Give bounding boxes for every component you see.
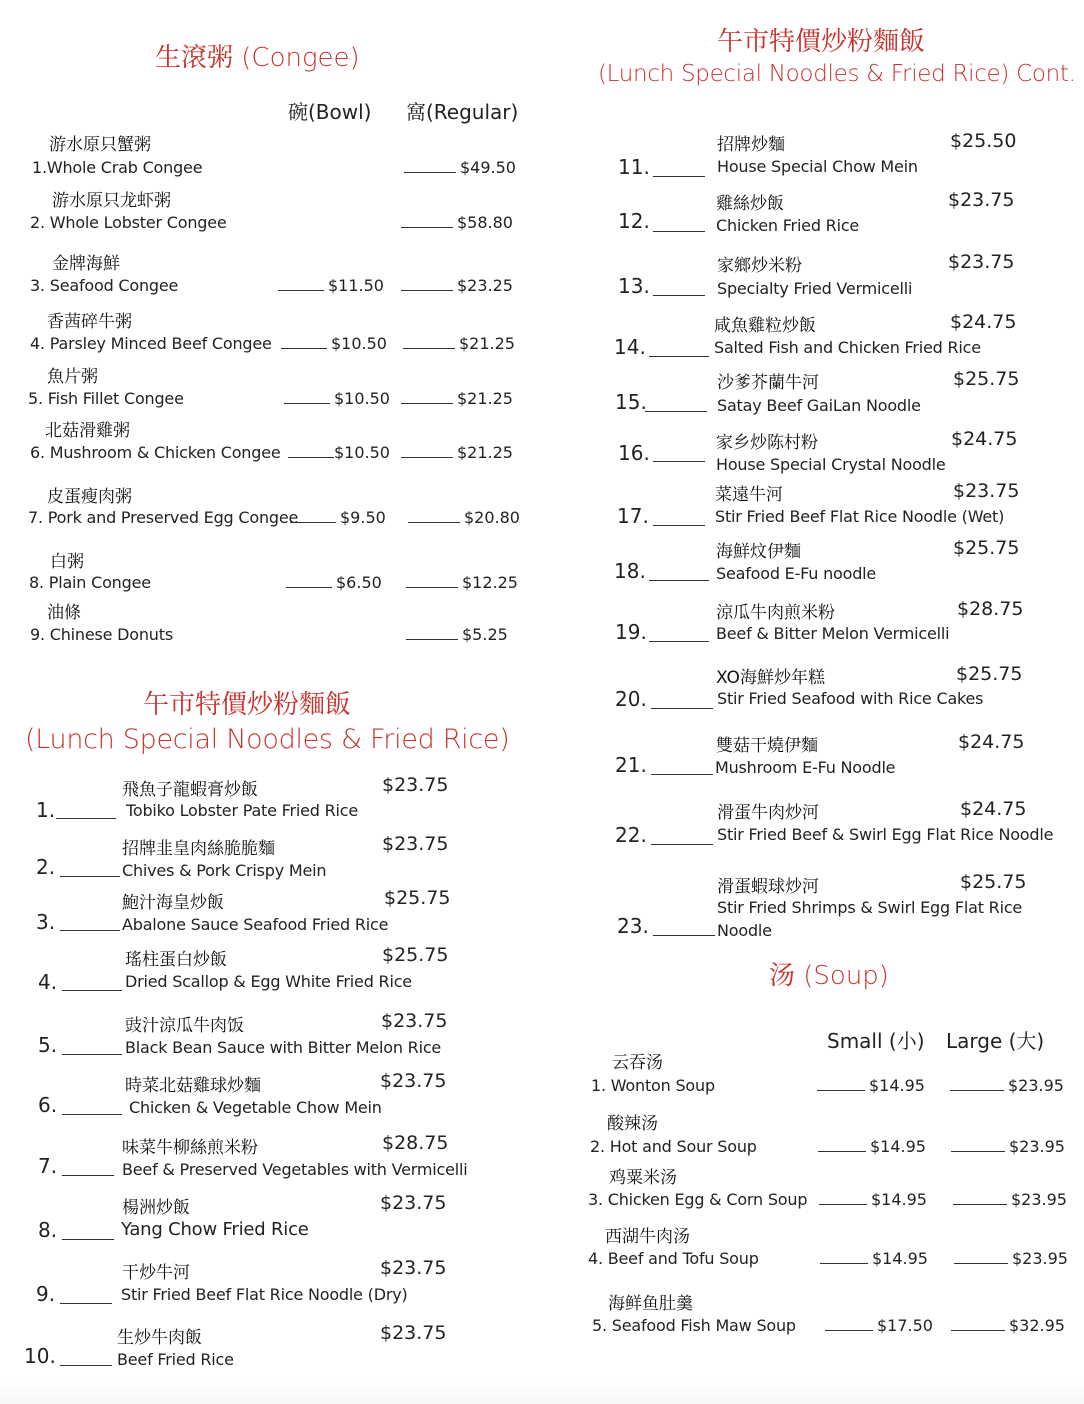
- congee-regular-price[interactable]: $12.25: [406, 573, 518, 592]
- soup-item-zh: 海鲜鱼肚羹: [608, 1294, 693, 1314]
- soup-large-price[interactable]: $23.95: [950, 1076, 1064, 1095]
- congee-item-en: 7. Pork and Preserved Egg Congee: [28, 508, 299, 527]
- quantity-blank[interactable]: [649, 641, 709, 642]
- soup-item-en: 2. Hot and Sour Soup: [590, 1137, 757, 1156]
- lunch-item-number: 9.: [36, 1282, 56, 1306]
- quantity-blank[interactable]: [56, 818, 116, 819]
- lunch-item-number: 23.: [617, 914, 649, 938]
- lunch-item-en: Tobiko Lobster Pate Fried Rice: [126, 801, 359, 820]
- quantity-blank[interactable]: [62, 1239, 114, 1240]
- lunch-item-number: 22.: [615, 823, 647, 847]
- lunch-item-price: $23.75: [380, 1070, 447, 1092]
- lunch-item-number: 7.: [38, 1154, 58, 1178]
- lunch-item-number: 1.: [36, 798, 56, 822]
- quantity-blank[interactable]: [401, 402, 453, 404]
- congee-regular-price[interactable]: $49.50: [404, 158, 516, 177]
- col-header-regular: 窩(Regular): [406, 100, 519, 124]
- quantity-blank[interactable]: [651, 708, 713, 709]
- lunch-item-en: Specialty Fried Vermicelli: [717, 279, 913, 298]
- congee-item-zh: 魚片粥: [47, 367, 98, 387]
- congee-regular-price[interactable]: $23.25: [401, 276, 513, 295]
- soup-item-zh: 酸辣汤: [607, 1114, 658, 1134]
- lunch-item-price: $28.75: [957, 598, 1024, 620]
- lunch-item-zh: 干炒牛河: [122, 1263, 190, 1283]
- congee-bowl-price[interactable]: $9.50: [290, 508, 386, 527]
- lunch-item-en: Beef & Bitter Melon Vermicelli: [716, 624, 950, 643]
- soup-small-price[interactable]: $14.95: [820, 1249, 928, 1268]
- quantity-blank[interactable]: [653, 231, 705, 232]
- lunch-item-en: Beef Fried Rice: [117, 1350, 234, 1369]
- lunch-item-price: $23.75: [382, 833, 449, 855]
- quantity-blank[interactable]: [278, 289, 324, 291]
- lunch-item-en: Stir Fried Beef Flat Rice Noodle (Dry): [121, 1285, 408, 1304]
- quantity-blank[interactable]: [62, 990, 122, 991]
- congee-bowl-price[interactable]: $6.50: [286, 573, 382, 592]
- lunch-item-en: Beef & Preserved Vegetables with Vermicelli: [122, 1160, 468, 1179]
- lunch-item-en: Chicken & Vegetable Chow Mein: [129, 1098, 382, 1117]
- lunch-item-price: $23.75: [948, 251, 1015, 273]
- lunch-title-zh: 午市特價炒粉麵飯: [143, 690, 352, 720]
- lunch-item-zh: 滑蛋牛肉炒河: [717, 803, 819, 823]
- lunch-item-en: House Special Chow Mein: [717, 157, 918, 176]
- lunch-item-zh: 涼瓜牛肉煎米粉: [716, 603, 835, 623]
- col-header-small: Small (小): [827, 1029, 925, 1053]
- quantity-blank[interactable]: [408, 521, 460, 523]
- soup-item-zh: 鸡粟米汤: [609, 1168, 677, 1188]
- lunch-item-zh: 味菜牛柳絲煎米粉: [122, 1138, 258, 1158]
- quantity-blank[interactable]: [653, 935, 715, 936]
- soup-title: 汤 (Soup): [769, 961, 889, 991]
- quantity-blank[interactable]: [651, 844, 713, 845]
- quantity-blank[interactable]: [951, 1329, 1005, 1331]
- congee-item-en: 1.Whole Crab Congee: [32, 158, 203, 177]
- col-header-bowl: 碗(Bowl): [288, 100, 372, 124]
- lunch-item-number: 8.: [38, 1218, 58, 1242]
- congee-item-en: 9. Chinese Donuts: [30, 625, 173, 644]
- quantity-blank[interactable]: [288, 456, 334, 458]
- congee-item-en: 4. Parsley Minced Beef Congee: [30, 334, 272, 353]
- lunch-item-price: $24.75: [958, 731, 1025, 753]
- congee-item-en: 5. Fish Fillet Congee: [28, 389, 184, 408]
- lunch-item-number: 16.: [618, 441, 650, 465]
- lunch-item-price: $25.75: [382, 944, 449, 966]
- congee-regular-price[interactable]: $21.25: [403, 334, 515, 353]
- lunch-item-number: 15.: [615, 390, 647, 414]
- quantity-blank[interactable]: [406, 638, 458, 640]
- congee-regular-price[interactable]: $5.25: [406, 625, 508, 644]
- lunch-item-number: 20.: [615, 687, 647, 711]
- lunch-item-price: $23.75: [382, 774, 449, 796]
- lunch-item-zh: 菜遠牛河: [715, 485, 783, 505]
- col-header-large: Large (大): [946, 1029, 1045, 1053]
- soup-small-price[interactable]: $14.95: [817, 1076, 925, 1095]
- congee-item-en: 2. Whole Lobster Congee: [30, 213, 227, 232]
- congee-item-zh: 香茜碎牛粥: [47, 312, 132, 332]
- lunch-item-en: House Special Crystal Noodle: [716, 455, 946, 474]
- lunch-item-zh: 飛魚子龍蝦膏炒飯: [122, 780, 258, 800]
- congee-item-en: 8. Plain Congee: [29, 573, 151, 592]
- congee-bowl-price[interactable]: $10.50: [284, 389, 390, 408]
- congee-regular-price[interactable]: $58.80: [401, 213, 513, 232]
- congee-item-en: 3. Seafood Congee: [30, 276, 179, 295]
- soup-item-en: 4. Beef and Tofu Soup: [588, 1249, 759, 1268]
- congee-bowl-price[interactable]: $10.50: [281, 334, 387, 353]
- quantity-blank[interactable]: [60, 1365, 112, 1366]
- lunch-item-en: Stir Fried Seafood with Rice Cakes: [717, 689, 984, 708]
- congee-regular-price[interactable]: $20.80: [408, 508, 520, 527]
- quantity-blank[interactable]: [953, 1203, 1007, 1205]
- lunch-item-en: Mushroom E-Fu Noodle: [715, 758, 896, 777]
- quantity-blank[interactable]: [645, 411, 707, 412]
- lunch-item-zh: XO海鮮炒年糕: [716, 668, 825, 688]
- congee-regular-price[interactable]: $21.25: [401, 443, 513, 462]
- congee-item-zh: 皮蛋瘦肉粥: [47, 487, 132, 507]
- lunch-item-number: 21.: [615, 753, 647, 777]
- quantity-blank[interactable]: [62, 1054, 122, 1055]
- congee-regular-price[interactable]: $21.25: [401, 389, 513, 408]
- lunch-item-zh: 沙爹芥蘭牛河: [717, 373, 819, 393]
- lunch-cont-title-zh: 午市特價炒粉麵飯: [717, 27, 926, 57]
- lunch-title-en: (Lunch Special Noodles & Fried Rice): [25, 724, 510, 755]
- quantity-blank[interactable]: [62, 1114, 122, 1115]
- lunch-item-en: Stir Fried Shrimps & Swirl Egg Flat Rice: [717, 898, 1023, 917]
- lunch-item-number: 6.: [38, 1093, 58, 1117]
- quantity-blank[interactable]: [290, 521, 336, 523]
- quantity-blank[interactable]: [281, 347, 327, 349]
- quantity-blank[interactable]: [401, 289, 453, 291]
- lunch-item-number: 3.: [36, 910, 56, 934]
- lunch-item-en: Abalone Sauce Seafood Fried Rice: [122, 915, 389, 934]
- congee-item-zh: 北菇滑雞粥: [45, 421, 130, 441]
- lunch-item-zh: 咸魚雞粒炒飯: [714, 316, 816, 336]
- quantity-blank[interactable]: [403, 347, 455, 349]
- lunch-item-price: $25.75: [953, 368, 1020, 390]
- lunch-item-zh: 鮑汁海皇炒飯: [122, 893, 224, 913]
- lunch-item-price: $25.75: [956, 663, 1023, 685]
- quantity-blank[interactable]: [950, 1089, 1004, 1091]
- congee-item-zh: 游水原只蟹粥: [49, 135, 151, 155]
- quantity-blank[interactable]: [401, 226, 453, 228]
- lunch-item-price: $28.75: [382, 1132, 449, 1154]
- quantity-blank[interactable]: [820, 1262, 868, 1264]
- lunch-item-price: $23.75: [953, 480, 1020, 502]
- quantity-blank[interactable]: [404, 171, 456, 173]
- soup-small-price[interactable]: $14.95: [818, 1137, 926, 1156]
- soup-item-zh: 西湖牛肉汤: [605, 1227, 690, 1247]
- soup-item-en: 1. Wonton Soup: [591, 1076, 715, 1095]
- quantity-blank[interactable]: [653, 176, 705, 177]
- soup-small-price[interactable]: $17.50: [825, 1316, 933, 1335]
- lunch-item-price: $23.75: [380, 1322, 447, 1344]
- quantity-blank[interactable]: [60, 876, 120, 877]
- lunch-item-en-line2: Noodle: [717, 921, 772, 940]
- lunch-item-zh: 生炒牛肉飯: [117, 1328, 202, 1348]
- lunch-item-number: 4.: [38, 970, 58, 994]
- lunch-item-number: 2.: [36, 855, 56, 879]
- lunch-item-number: 18.: [614, 559, 646, 583]
- lunch-item-en: Salted Fish and Chicken Fried Rice: [714, 338, 981, 357]
- lunch-item-en: Black Bean Sauce with Bitter Melon Rice: [125, 1038, 442, 1057]
- lunch-item-en: Satay Beef GaiLan Noodle: [717, 396, 921, 415]
- lunch-cont-title-en: (Lunch Special Noodles & Fried Rice) Cont.: [598, 61, 1076, 87]
- lunch-item-zh: 時菜北菇雞球炒麵: [125, 1076, 261, 1096]
- lunch-item-zh: 豉汁涼瓜牛肉饭: [125, 1016, 244, 1036]
- lunch-item-number: 13.: [618, 274, 650, 298]
- lunch-item-zh: 雙菇干燒伊麵: [716, 736, 818, 756]
- soup-item-en: 3. Chicken Egg & Corn Soup: [588, 1190, 808, 1209]
- quantity-blank[interactable]: [651, 774, 713, 775]
- lunch-item-price: $24.75: [950, 311, 1017, 333]
- congee-item-zh: 游水原只龙虾粥: [52, 191, 171, 211]
- lunch-item-price: $23.75: [948, 189, 1015, 211]
- congee-title: 生滾粥 (Congee): [155, 43, 360, 73]
- lunch-item-price: $25.75: [384, 887, 451, 909]
- lunch-item-en: Yang Chow Fried Rice: [121, 1219, 309, 1240]
- lunch-item-zh: 家鄉炒米粉: [717, 256, 802, 276]
- quantity-blank[interactable]: [819, 1203, 867, 1205]
- quantity-blank[interactable]: [825, 1329, 873, 1331]
- lunch-item-en: Stir Fried Beef Flat Rice Noodle (Wet): [715, 507, 1005, 526]
- lunch-item-zh: 招牌韭皇肉絲脆脆麵: [122, 839, 275, 859]
- lunch-item-zh: 招牌炒麵: [717, 135, 785, 155]
- lunch-item-zh: 家乡炒陈村粉: [716, 433, 818, 453]
- soup-large-price[interactable]: $23.95: [954, 1249, 1068, 1268]
- lunch-item-en: Stir Fried Beef & Swirl Egg Flat Rice Noodle: [717, 825, 1054, 844]
- congee-item-en: 6. Mushroom & Chicken Congee: [30, 443, 281, 462]
- quantity-blank[interactable]: [818, 1150, 866, 1152]
- lunch-item-zh: 楊洲炒飯: [122, 1198, 190, 1218]
- lunch-item-en: Seafood E-Fu noodle: [716, 564, 877, 583]
- lunch-item-price: $24.75: [951, 428, 1018, 450]
- lunch-item-price: $25.75: [953, 537, 1020, 559]
- lunch-item-zh: 雞絲炒飯: [716, 194, 784, 214]
- lunch-item-number: 14.: [614, 335, 646, 359]
- soup-large-price[interactable]: $23.95: [951, 1137, 1065, 1156]
- lunch-item-price: $25.75: [960, 871, 1027, 893]
- quantity-blank[interactable]: [649, 356, 709, 357]
- lunch-item-zh: 瑤柱蛋白炒飯: [125, 950, 227, 970]
- soup-item-en: 5. Seafood Fish Maw Soup: [592, 1316, 796, 1335]
- quantity-blank[interactable]: [286, 586, 332, 588]
- quantity-blank[interactable]: [817, 1089, 865, 1091]
- congee-item-zh: 油條: [47, 603, 81, 623]
- lunch-item-en: Chives & Pork Crispy Mein: [122, 861, 327, 880]
- lunch-item-number: 5.: [38, 1033, 58, 1057]
- lunch-item-en: Chicken Fried Rice: [716, 216, 860, 235]
- lunch-item-number: 19.: [615, 620, 647, 644]
- lunch-item-price: $24.75: [960, 798, 1027, 820]
- lunch-item-zh: 滑蛋蝦球炒河: [717, 877, 819, 897]
- quantity-blank[interactable]: [951, 1150, 1005, 1152]
- soup-item-zh: 云吞汤: [612, 1053, 663, 1073]
- quantity-blank[interactable]: [653, 525, 705, 526]
- quantity-blank[interactable]: [60, 1303, 112, 1304]
- lunch-item-price: $23.75: [380, 1192, 447, 1214]
- congee-item-zh: 白粥: [50, 552, 84, 572]
- congee-bowl-price[interactable]: $11.50: [278, 276, 384, 295]
- quantity-blank[interactable]: [62, 1175, 114, 1176]
- lunch-item-price: $25.50: [950, 130, 1017, 152]
- quantity-blank[interactable]: [954, 1262, 1008, 1264]
- quantity-blank[interactable]: [60, 930, 120, 931]
- quantity-blank[interactable]: [649, 580, 709, 581]
- congee-bowl-price[interactable]: $10.50: [288, 443, 390, 462]
- quantity-blank[interactable]: [653, 295, 705, 296]
- soup-large-price[interactable]: $23.95: [953, 1190, 1067, 1209]
- lunch-item-price: $23.75: [381, 1010, 448, 1032]
- lunch-item-number: 10.: [24, 1344, 56, 1368]
- soup-large-price[interactable]: $32.95: [951, 1316, 1065, 1335]
- quantity-blank[interactable]: [401, 456, 453, 458]
- soup-small-price[interactable]: $14.95: [819, 1190, 927, 1209]
- quantity-blank[interactable]: [653, 461, 705, 462]
- quantity-blank[interactable]: [284, 402, 330, 404]
- quantity-blank[interactable]: [406, 586, 458, 588]
- lunch-item-en: Dried Scallop & Egg White Fried Rice: [125, 972, 412, 991]
- lunch-item-price: $23.75: [380, 1257, 447, 1279]
- lunch-item-number: 11.: [618, 155, 650, 179]
- lunch-item-zh: 海鮮炆伊麵: [716, 542, 801, 562]
- lunch-item-number: 17.: [617, 504, 649, 528]
- lunch-item-number: 12.: [618, 209, 650, 233]
- congee-item-zh: 金牌海鮮: [52, 254, 120, 274]
